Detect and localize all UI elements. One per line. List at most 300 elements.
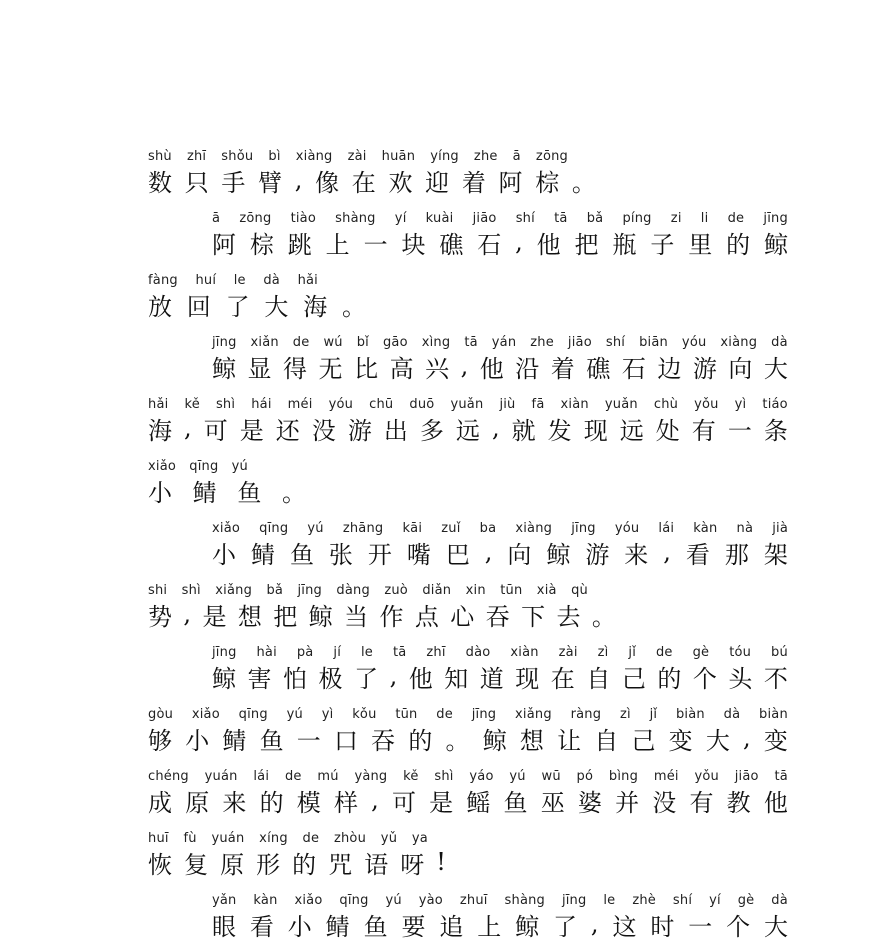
pinyin-row: [212, 332, 788, 350]
token: ,: [460, 352, 469, 380]
token: 大: [705, 726, 730, 755]
token: 鲭: [325, 912, 350, 941]
token: 远: [455, 416, 480, 445]
token: hái: [251, 397, 272, 412]
token: yú: [231, 459, 248, 474]
token: bú: [771, 645, 788, 660]
token: 极: [318, 664, 343, 693]
token: zuò: [384, 583, 408, 598]
token: 处: [655, 416, 680, 445]
token: 里: [688, 230, 713, 259]
token: xiǎng: [215, 583, 253, 598]
token: kě: [184, 397, 200, 412]
token: 还: [275, 416, 300, 445]
token: xìng: [421, 335, 451, 350]
token: 一: [688, 912, 713, 941]
token: jīng: [471, 707, 497, 722]
token: 有: [689, 788, 714, 817]
token: 点: [414, 602, 441, 631]
pinyin-row: [148, 270, 318, 288]
token: 巫: [540, 788, 565, 817]
token: 石: [477, 230, 502, 259]
token: diǎn: [422, 583, 452, 598]
token: ā: [212, 211, 221, 226]
token: yǒu: [694, 397, 719, 412]
token: yú: [286, 707, 303, 722]
token: jīng: [297, 583, 322, 598]
token: xiǎng: [515, 707, 552, 722]
hanzi-row: [212, 908, 788, 940]
token: 上: [325, 230, 350, 259]
token: hài: [256, 645, 277, 660]
token: zài: [558, 645, 578, 660]
token: 在: [550, 664, 575, 693]
hanzi-row: [148, 474, 308, 506]
token: 想: [237, 602, 264, 631]
token: ,: [294, 166, 305, 194]
token: wú: [323, 335, 343, 350]
token: 鲭: [222, 726, 247, 755]
pinyin-row: [212, 518, 788, 536]
token: kǒu: [352, 707, 377, 722]
token: shì: [215, 397, 236, 412]
token: xiàng: [515, 521, 553, 536]
token: yǔ: [380, 831, 398, 846]
token: ,: [484, 538, 493, 566]
pinyin-row: [148, 456, 248, 474]
token: 子: [650, 230, 675, 259]
text-line-1: [148, 146, 788, 196]
token: 架: [763, 540, 788, 569]
token: bǎ: [266, 583, 284, 598]
token: zi: [670, 211, 682, 226]
token: ,: [183, 600, 194, 628]
token: gè: [737, 893, 755, 908]
text-line-6: [148, 456, 788, 506]
token: le: [603, 893, 616, 908]
token: pó: [576, 769, 594, 784]
token: tiào: [290, 211, 316, 226]
token: tā: [464, 335, 478, 350]
token: 像: [315, 168, 342, 197]
token: shí: [515, 211, 535, 226]
token: ,: [743, 724, 751, 752]
text-line-8: [148, 580, 788, 630]
token: 原: [220, 850, 247, 879]
token: 看: [249, 912, 274, 941]
token: 样: [333, 788, 358, 817]
token: 眼: [212, 912, 236, 941]
token: dào: [465, 645, 491, 660]
token: 够: [148, 726, 172, 755]
token: zhe: [530, 335, 554, 350]
token: 的: [726, 230, 751, 259]
token: de: [292, 335, 310, 350]
token: 阿: [498, 168, 525, 197]
token: méi: [287, 397, 313, 412]
token: yíng: [430, 149, 459, 164]
token: 鱼: [237, 478, 264, 507]
hanzi-row: [148, 288, 368, 320]
token: zhī: [186, 149, 207, 164]
pinyin-row: [212, 642, 788, 660]
token: 臂: [258, 168, 285, 197]
token: 。: [445, 726, 470, 755]
token: jiù: [499, 397, 516, 412]
token: 迎: [425, 168, 452, 197]
token: zōng: [239, 211, 272, 226]
token: 头: [728, 664, 753, 693]
token: 把: [273, 602, 300, 631]
token: 来: [624, 540, 649, 569]
token: xiǎn: [250, 335, 279, 350]
token: xiàn: [510, 645, 539, 660]
token: 一: [363, 230, 388, 259]
token: 棕: [535, 168, 562, 197]
token: 开: [367, 540, 392, 569]
token: ,: [371, 786, 379, 814]
token: 是: [429, 788, 454, 817]
token: 己: [621, 664, 646, 693]
token: méi: [653, 769, 679, 784]
text-line-7: [212, 518, 788, 568]
token: 。: [591, 602, 618, 631]
text-line-12: [148, 828, 788, 878]
token: yào: [418, 893, 443, 908]
token: shí: [672, 893, 693, 908]
token: ,: [389, 662, 398, 690]
token: biàn: [675, 707, 705, 722]
token: shí: [605, 335, 626, 350]
token: qù: [571, 583, 588, 598]
token: zài: [347, 149, 367, 164]
token: 可: [391, 788, 416, 817]
token: 咒: [328, 850, 355, 879]
token: biān: [639, 335, 668, 350]
token: 比: [354, 354, 379, 383]
token: 是: [239, 416, 264, 445]
token: chéng: [148, 769, 189, 784]
token: gè: [692, 645, 710, 660]
token: shù: [148, 149, 172, 164]
token: 的: [292, 850, 319, 879]
token: 鲸: [308, 602, 335, 631]
token: 自: [586, 664, 611, 693]
token: de: [655, 645, 673, 660]
token: 远: [619, 416, 644, 445]
token: 大: [764, 912, 788, 941]
token: 大: [763, 354, 788, 383]
token: wū: [541, 769, 561, 784]
token: tūn: [395, 707, 418, 722]
token: ya: [411, 831, 428, 846]
token: xiǎo: [212, 521, 241, 536]
token: 块: [401, 230, 426, 259]
token: 了: [225, 292, 252, 321]
token: 欢: [388, 168, 415, 197]
token: yóu: [614, 521, 640, 536]
token: yuǎn: [604, 397, 638, 412]
token: 把: [574, 230, 599, 259]
token: shì: [434, 769, 454, 784]
token: zhè: [632, 893, 656, 908]
token: 教: [726, 788, 751, 817]
token: jīng: [212, 335, 237, 350]
token: fā: [531, 397, 545, 412]
token: shi: [148, 583, 168, 598]
text-line-3: [148, 270, 788, 320]
token: de: [436, 707, 453, 722]
token: 现: [583, 416, 608, 445]
pinyin-row: [148, 394, 788, 412]
token: 变: [763, 726, 788, 755]
token: 鱼: [289, 540, 314, 569]
token: jià: [772, 521, 788, 536]
token: 鱼: [259, 726, 284, 755]
text-line-2: [212, 208, 788, 258]
token: 恢: [148, 850, 174, 879]
hanzi-row: [212, 660, 788, 692]
token: 沿: [515, 354, 540, 383]
token: zì: [597, 645, 609, 660]
token: shàng: [335, 211, 376, 226]
token: kàn: [253, 893, 278, 908]
token: gāo: [382, 335, 408, 350]
token: 张: [328, 540, 353, 569]
token: ā: [512, 149, 521, 164]
pinyin-row: [148, 766, 788, 784]
token: píng: [622, 211, 652, 226]
token: shàng: [504, 893, 546, 908]
token: 的: [259, 788, 284, 817]
token: ,: [515, 228, 523, 256]
token: mú: [317, 769, 339, 784]
token: 着: [550, 354, 575, 383]
hanzi-row: [148, 598, 618, 630]
pinyin-row: [212, 208, 788, 226]
token: 并: [615, 788, 640, 817]
token: 语: [364, 850, 391, 879]
token: 一: [727, 416, 752, 445]
token: 显: [247, 354, 272, 383]
token: xiǎo: [294, 893, 323, 908]
token: 他: [763, 788, 788, 817]
token: 让: [557, 726, 582, 755]
token: 着: [461, 168, 488, 197]
token: 当: [344, 602, 371, 631]
token: 这: [612, 912, 637, 941]
pinyin-row: [148, 580, 588, 598]
token: kuài: [425, 211, 454, 226]
token: qīng: [339, 893, 369, 908]
token: 己: [631, 726, 656, 755]
token: ràng: [570, 707, 602, 722]
token: xiàng: [720, 335, 758, 350]
token: !: [436, 848, 448, 876]
token: qīng: [259, 521, 289, 536]
token: 小: [185, 726, 210, 755]
token: ,: [184, 414, 192, 442]
token: 向: [507, 540, 532, 569]
token: 巴: [445, 540, 470, 569]
token: yǒu: [694, 769, 719, 784]
token: 模: [296, 788, 321, 817]
pinyin-row: [148, 828, 428, 846]
token: 鲸: [212, 664, 236, 693]
hanzi-row: [212, 350, 788, 382]
token: 瓶: [612, 230, 637, 259]
token: li: [700, 211, 709, 226]
token: 去: [556, 602, 583, 631]
token: zhuī: [459, 893, 488, 908]
token: 石: [621, 354, 646, 383]
token: jīng: [561, 893, 587, 908]
token: yuán: [211, 831, 245, 846]
text-line-13: [212, 890, 788, 940]
token: 鲭: [192, 478, 219, 507]
token: yì: [734, 397, 747, 412]
token: 个: [726, 912, 751, 941]
text-line-11: [148, 766, 788, 816]
token: 是: [202, 602, 229, 631]
token: 原: [185, 788, 210, 817]
token: 现: [515, 664, 540, 693]
token: jīng: [212, 645, 237, 660]
token: jǐ: [649, 707, 658, 722]
token: 鳐: [466, 788, 491, 817]
token: zhāng: [342, 521, 384, 536]
token: nà: [736, 521, 754, 536]
token: 的: [408, 726, 433, 755]
text-line-4: [212, 332, 788, 382]
token: 吞: [371, 726, 396, 755]
token: jiāo: [734, 769, 759, 784]
token: 只: [184, 168, 211, 197]
pinyin-row: [148, 146, 568, 164]
token: 回: [186, 292, 213, 321]
token: yú: [307, 521, 324, 536]
token: bǐ: [356, 335, 369, 350]
token: 礁: [586, 354, 611, 383]
token: 成: [148, 788, 172, 817]
token: 不: [763, 664, 788, 693]
token: 。: [571, 168, 598, 197]
token: 小: [212, 540, 236, 569]
token: 想: [519, 726, 544, 755]
token: 海: [148, 416, 172, 445]
token: zhī: [426, 645, 446, 660]
text-line-5: [148, 394, 788, 444]
token: ,: [590, 910, 599, 938]
token: 海: [303, 292, 330, 321]
token: fàng: [148, 273, 178, 288]
token: zhòu: [333, 831, 367, 846]
token: 放: [148, 292, 174, 321]
token: jīng: [571, 521, 596, 536]
token: 小: [148, 478, 174, 507]
token: de: [284, 769, 302, 784]
token: 变: [668, 726, 693, 755]
token: de: [302, 831, 320, 846]
token: 吞: [485, 602, 512, 631]
token: huān: [381, 149, 416, 164]
token: zōng: [535, 149, 568, 164]
token: 一: [296, 726, 321, 755]
token: shǒu: [221, 149, 254, 164]
token: 游: [692, 354, 717, 383]
token: ba: [479, 521, 497, 536]
token: bǎ: [586, 211, 604, 226]
token: 婆: [577, 788, 602, 817]
token: hǎi: [148, 397, 169, 412]
token: 没: [652, 788, 677, 817]
text-line-9: [212, 642, 788, 692]
token: 手: [221, 168, 248, 197]
token: chù: [653, 397, 679, 412]
token: zì: [619, 707, 631, 722]
token: 可: [203, 416, 228, 445]
token: yáo: [469, 769, 494, 784]
token: 鱼: [503, 788, 528, 817]
token: xíng: [259, 831, 288, 846]
token: le: [361, 645, 374, 660]
token: 礁: [439, 230, 464, 259]
token: xià: [536, 583, 557, 598]
hanzi-row: [148, 412, 788, 444]
token: 小: [287, 912, 312, 941]
token: 阿: [212, 230, 236, 259]
token: bì: [268, 149, 281, 164]
token: zhe: [473, 149, 498, 164]
token: shì: [181, 583, 201, 598]
token: tā: [392, 645, 407, 660]
token: 来: [222, 788, 247, 817]
token: dà: [263, 273, 280, 288]
token: 边: [657, 354, 682, 383]
token: 要: [401, 912, 426, 941]
token: 嘴: [406, 540, 431, 569]
token: 鲸: [515, 912, 540, 941]
token: ,: [491, 414, 500, 442]
token: chū: [369, 397, 394, 412]
token: yán: [491, 335, 517, 350]
token: 游: [585, 540, 610, 569]
token: kàn: [693, 521, 718, 536]
token: yí: [709, 893, 721, 908]
token: tūn: [500, 583, 523, 598]
token: 势: [148, 602, 174, 631]
token: xiǎo: [148, 459, 177, 474]
token: 兴: [425, 354, 450, 383]
token: 鲸: [546, 540, 571, 569]
token: yú: [509, 769, 526, 784]
token: kāi: [402, 521, 423, 536]
token: de: [727, 211, 745, 226]
token: dàng: [336, 583, 370, 598]
token: 。: [341, 292, 368, 321]
token: jiāo: [567, 335, 592, 350]
token: 鲸: [482, 726, 507, 755]
pinyin-row: [148, 704, 788, 722]
token: jǐ: [628, 645, 637, 660]
token: 有: [691, 416, 716, 445]
token: tā: [774, 769, 788, 784]
token: yuán: [204, 769, 238, 784]
token: 鱼: [363, 912, 388, 941]
token: 道: [479, 664, 504, 693]
token: tóu: [729, 645, 752, 660]
token: yàng: [354, 769, 388, 784]
